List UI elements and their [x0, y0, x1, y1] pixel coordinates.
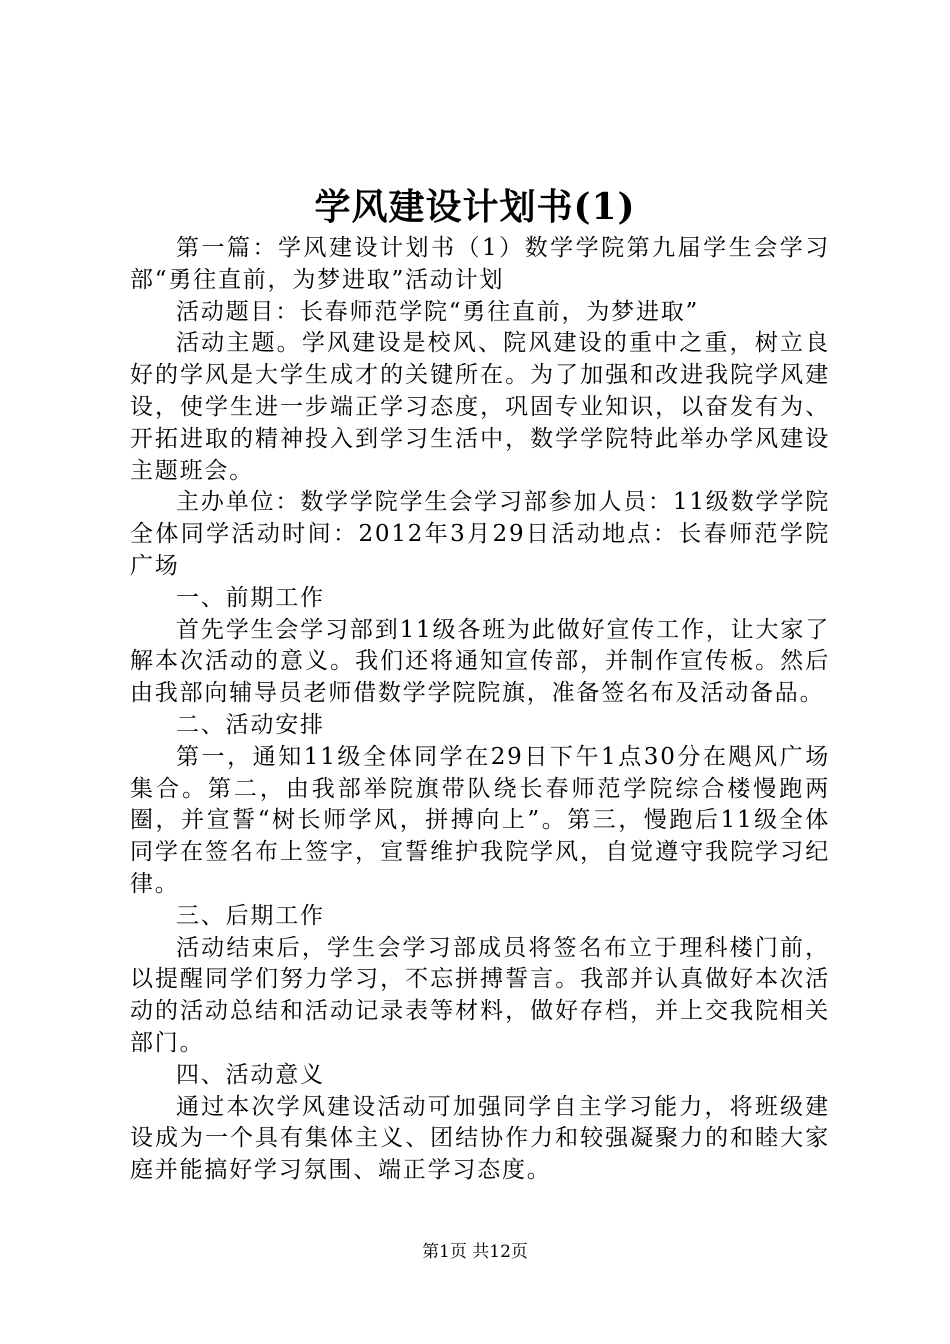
- document-body: [130, 233, 830, 1187]
- section-heading-significance: 四、活动意义: [176, 1061, 325, 1088]
- paragraph-preparation: 首先学生会学习部到11级各班为此做好宣传工作，让大家了解本次活动的意义。我们还将通知宣传部，并制作宣传板。然后由我部向辅导员老师借数学学院院旗，准备签名布及活动备品。: [130, 616, 830, 707]
- paragraph-intro: 第一篇：学风建设计划书（1）数学学院第九届学生会学习部“勇往直前，为梦进取”活动计划: [130, 235, 830, 293]
- paragraph-activity-topic: 活动题目：长春师范学院“勇往直前，为梦进取”: [176, 298, 700, 325]
- paragraph-activity-theme: 活动主题。学风建设是校风、院风建设的重中之重，树立良好的学风是大学生成才的关键所在。为了加强和改进我院学风建设，使学生进一步端正学习态度，巩固专业知识，以奋发有为、开拓进取的精神投入到学习生活中，数学学院特此举办学风建设主题班会。: [130, 330, 830, 484]
- section-heading-arrangement: 二、活动安排: [176, 711, 325, 738]
- page-number-footer: 第1页 共12页: [422, 1242, 528, 1262]
- paragraph-organizer: 主办单位：数学学院学生会学习部参加人员：11级数学学院全体同学活动时间：2012年3月29日活动地点：长春师范学院广场: [130, 489, 830, 579]
- section-heading-preparation: 一、前期工作: [176, 584, 325, 611]
- section-heading-follow-up: 三、后期工作: [176, 902, 325, 929]
- paragraph-significance: 通过本次学风建设活动可加强同学自主学习能力，将班级建设成为一个具有集体主义、团结协作力和较强凝聚力的和睦大家庭并能搞好学习氛围、端正学习态度。: [130, 1093, 830, 1184]
- document-title: 学风建设计划书(1): [314, 186, 636, 228]
- paragraph-arrangement: 第一，通知11级全体同学在29日下午1点30分在飓风广场集合。第二，由我部举院旗带队绕长春师范学院综合楼慢跑两圈，并宣誓“树长师学风，拼搏向上”。第三，慢跑后11级全体同学在签名布上签字，宣誓维护我院学风，自觉遵守我院学习纪律。: [130, 743, 830, 897]
- paragraph-follow-up: 活动结束后，学生会学习部成员将签名布立于理科楼门前，以提醒同学们努力学习，不忘拼搏誓言。我部并认真做好本次活动的活动总结和活动记录表等材料，做好存档，并上交我院相关部门。: [130, 934, 830, 1056]
